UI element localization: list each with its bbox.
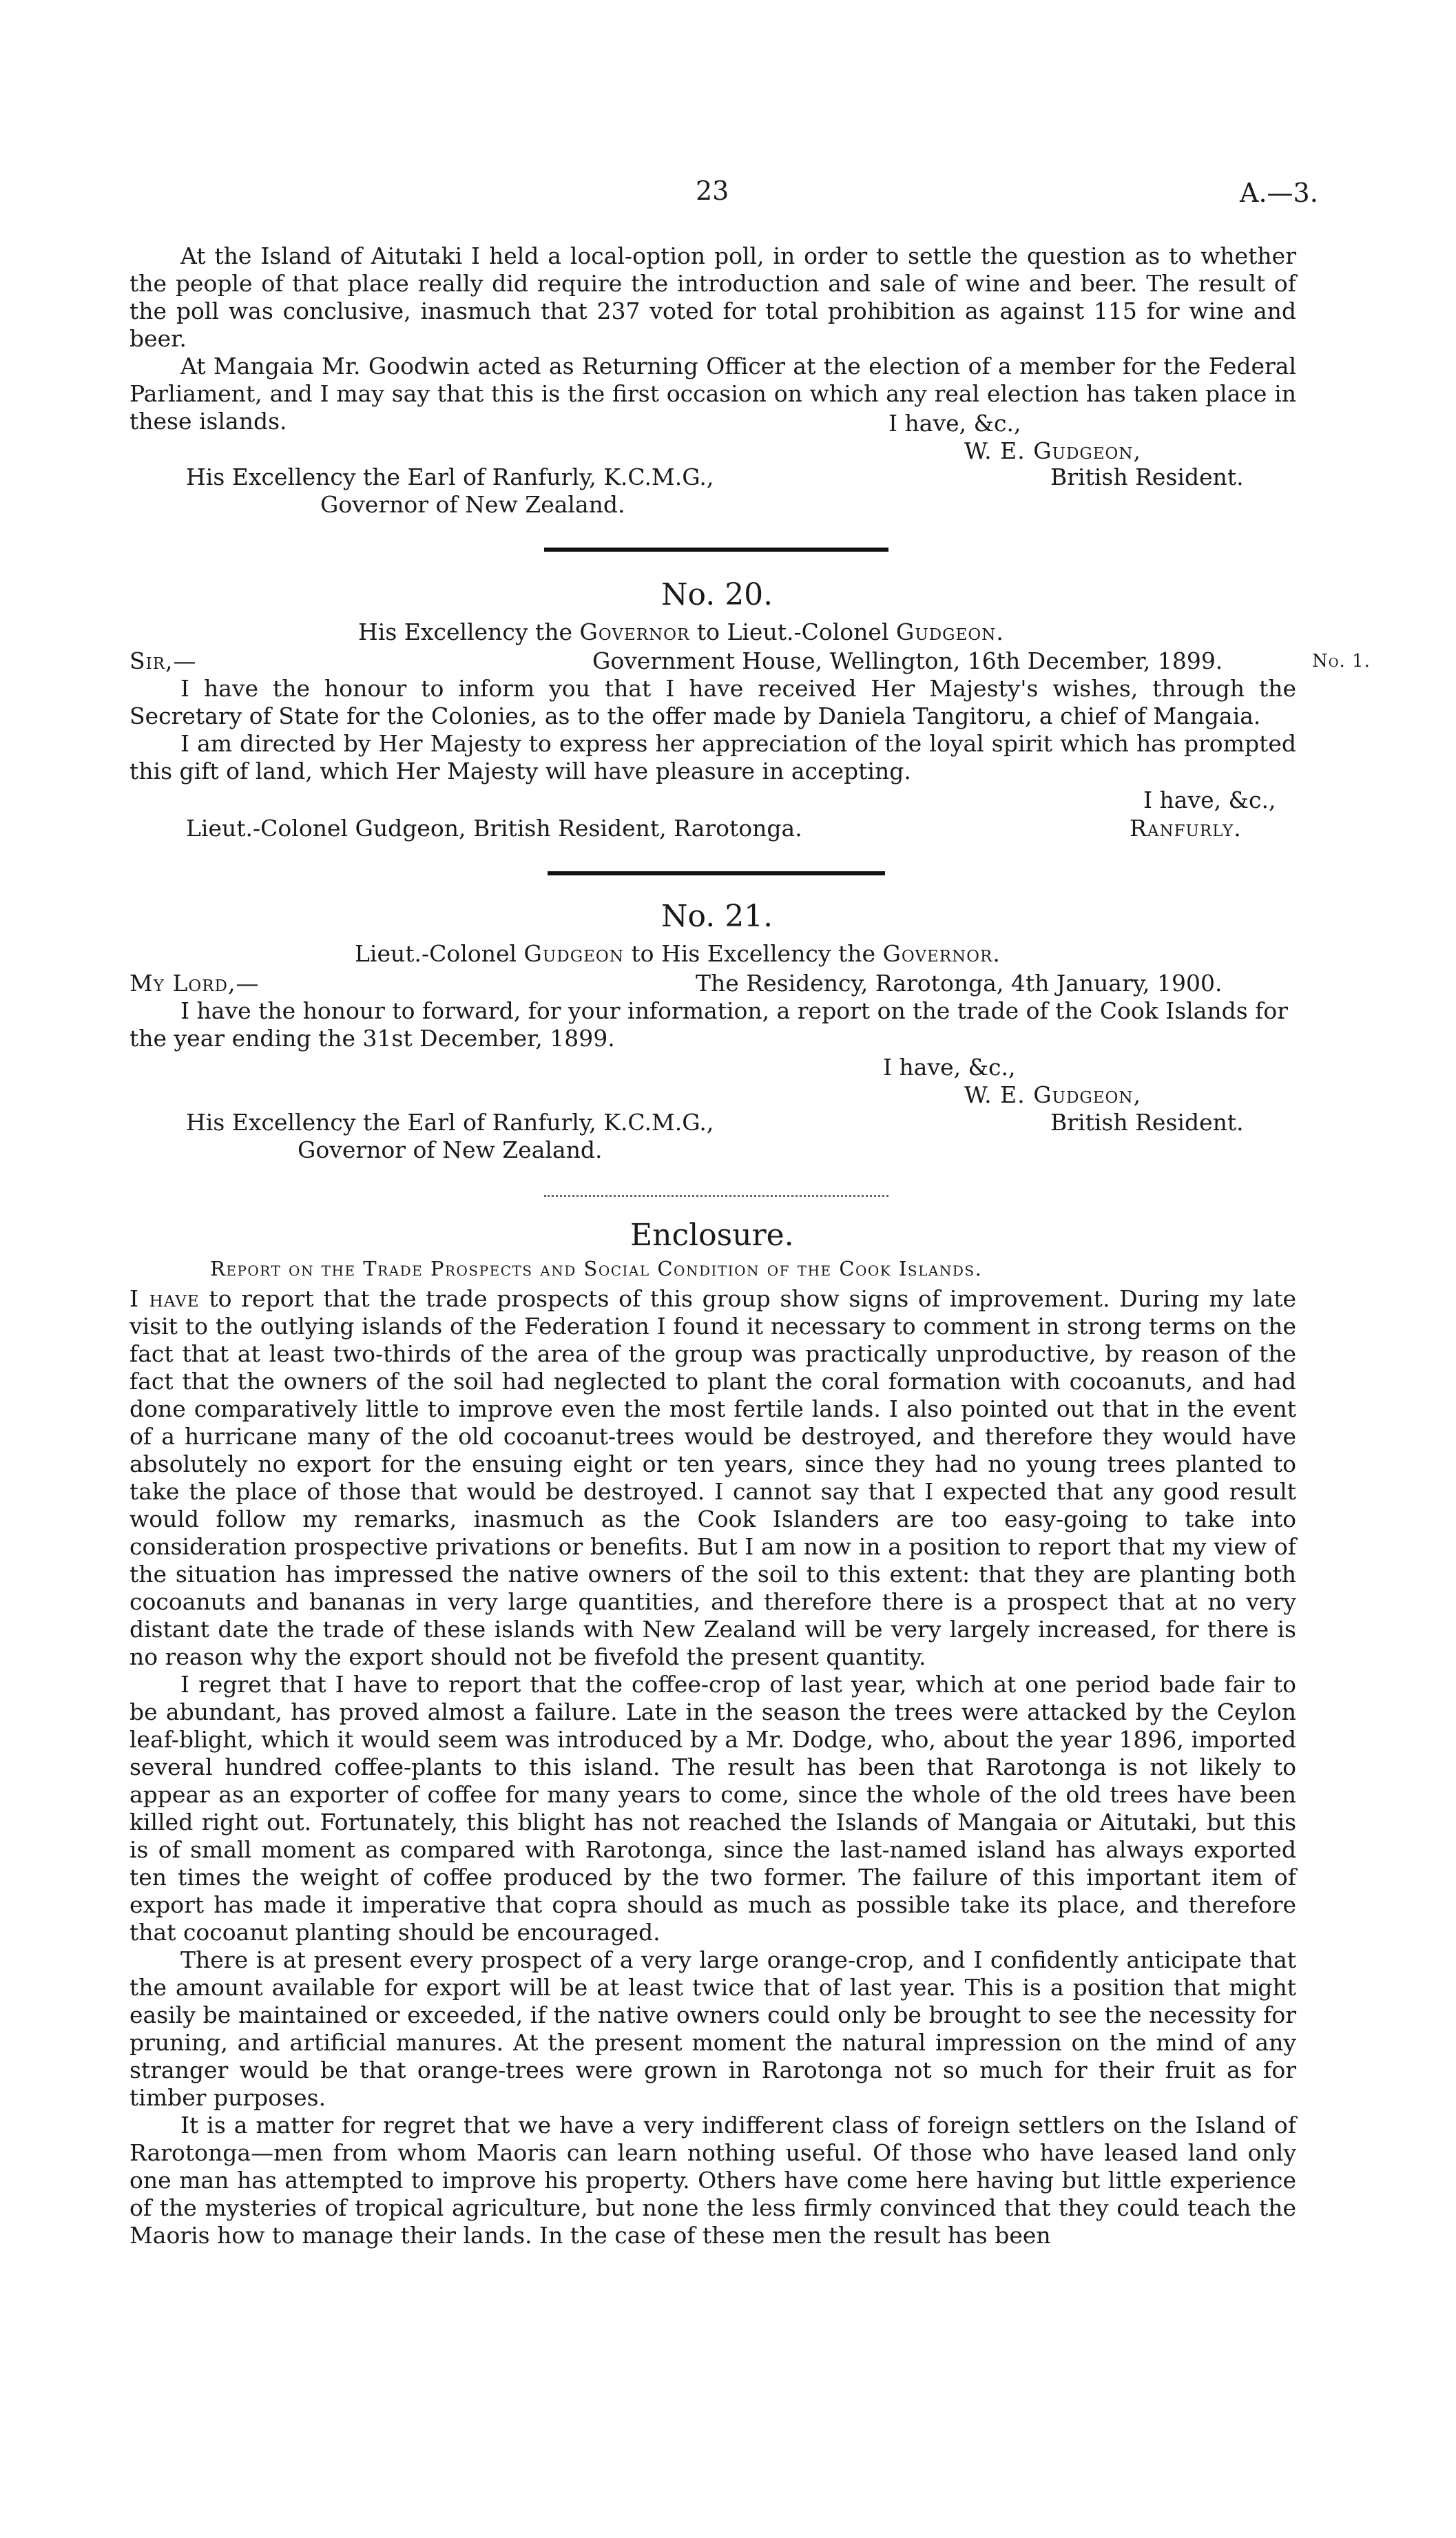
letter20-place-date: Government House, Wellington, 16th December, 1899. <box>592 647 1223 674</box>
first-words: I have <box>129 1285 200 1312</box>
subtitle-part: Gudgeon <box>895 618 997 645</box>
paragraph: It is a matter for regret that we have a very indifferent class of foreign settlers on the Island of Rarotonga—men from whom Maoris can learn nothing useful. Of those who have leased land only one man has attempted to improve his property. Others have come here having but little experience of the mysteries of tropical agriculture, but none the less firmly convinced that they could teach the Maoris how to manage their lands. In the case of these men the result has been <box>129 2112 1296 2249</box>
subtitle-part: to His Excellency the <box>623 940 883 967</box>
subtitle-part: Lieut.-Colonel <box>355 940 524 967</box>
paragraph: I have the honour to inform you that I have received Her Majesty's wishes, through the Secretary of State for the Colonies, as to the offer made by Daniela Tangitoru, a chief of Mangaia. <box>129 675 1296 729</box>
letter19-closing: I have, &c., <box>888 410 1021 437</box>
document-reference: A.—3. <box>1240 178 1318 208</box>
subtitle-part: . <box>996 618 1003 645</box>
letter19-addressee-line1: His Excellency the Earl of Ranfurly, K.C.M.G., <box>186 464 714 490</box>
subtitle-part: Governor <box>882 940 993 967</box>
subtitle-part: His Excellency the <box>358 618 580 645</box>
letter21-signature-title: British Resident. <box>1050 1109 1244 1136</box>
letter21-signature-name: W. E. Gudgeon, <box>964 1081 1142 1108</box>
subtitle-part: Gudgeon <box>523 940 624 967</box>
paragraph: At Mangaia Mr. Goodwin acted as Returning Officer at the election of a member for the Federal Parliament, and I may say that this is the first occasion on which any real election has taken place in these islands. <box>129 353 1296 435</box>
letter20-closing: I have, &c., <box>1143 787 1276 813</box>
subtitle-part: . <box>992 940 1000 967</box>
enclosure-title: Report on the Trade Prospects and Social Condition of the Cook Islands. <box>210 1257 983 1280</box>
letter21-number: No. 21. <box>661 899 773 934</box>
letter19-addressee-line2: Governor of New Zealand. <box>320 491 625 518</box>
enclosure-body <box>129 1285 1296 2249</box>
letter21-addressee-line1: His Excellency the Earl of Ranfurly, K.C.M.G., <box>186 1109 714 1136</box>
letter20-signature: Ranfurly. <box>1130 815 1242 842</box>
section-divider <box>544 548 888 552</box>
section-divider <box>548 871 885 875</box>
letter20-addressee: Lieut.-Colonel Gudgeon, British Resident, Rarotonga. <box>186 815 802 842</box>
letter21-place-date: The Residency, Rarotonga, 4th January, 1900. <box>696 970 1223 997</box>
letter20-body <box>129 675 1296 785</box>
letter20-number: No. 20. <box>661 577 773 612</box>
letter21-body <box>129 997 1296 1052</box>
paragraph-text: to report that the trade prospects of this group show signs of improvement. During my late visit to the outlying islands of the Federation I found it necessary to comment in strong terms on the fact that at least two-thirds of the area of the group was practically unproductive, by reason of the fact that the owners of the soil had neglected to plant the coral formation with cocoanuts, and had done comparatively little to improve even the most fertile lands. I also pointed out that in the event of a hurricane many of the old cocoanut-trees would be destroyed, and therefore they would have absolutely no export for the ensuing eight or ten years, since they had no young trees planted to take the place of those that would be destroyed. I cannot say that I expected that any good result would follow my remarks, inasmuch as the Cook Islanders are too easy-going to take into consideration prospective privations or benefits. But I am now in a position to report that my view of the situation has impressed the native owners of the soil to this extent: that they are planting both cocoanuts and bananas in very large quantities, and therefore there is a prospect that at no very distant date the trade of these islands with New Zealand will be very largely increased, for there is no reason why the export should not be fivefold the present quantity. <box>129 1285 1296 1670</box>
letter19-signature-title: British Resident. <box>1050 464 1244 490</box>
section-divider-dotted <box>544 1195 888 1197</box>
paragraph: There is at present every prospect of a very large orange-crop, and I confidently anticipate that the amount available for export will be at least twice that of last year. This is a position that might easily be maintained or exceeded, if the native owners could only be brought to see the necessity for pruning, and artificial manures. At the present moment the natural impression on the mind of any stranger would be that orange-trees were grown in Rarotonga not so much for their fruit as for timber purposes. <box>129 1946 1296 2111</box>
margin-note: No. 1. <box>1312 651 1371 672</box>
letter20-salutation: Sir,— <box>129 647 197 674</box>
paragraph: I regret that I have to report that the coffee-crop of last year, which at one period bade fair to be abundant, has proved almost a failure. Late in the season the trees were attacked by the Ceylon leaf-blight, which it would seem was introduced by a Mr. Dodge, who, about the year 1896, imported several hundred coffee-plants to this island. The result has been that Rarotonga is not likely to appear as an exporter of coffee for many years to come, since the whole of the old trees have been killed right out. Fortunately, this blight has not reached the Islands of Mangaia or Aitutaki, but this is of small moment as compared with Rarotonga, since the last-named island has always exported ten times the weight of coffee produced by the two former. The failure of this important item of export has made it imperative that copra should as much as possible take its place, and therefore that cocoanut planting should be encouraged. <box>129 1671 1296 1946</box>
paragraph <box>129 1285 1296 1671</box>
paragraph: I am directed by Her Majesty to express her appreciation of the loyal spirit which has prompted this gift of land, which Her Majesty will have pleasure in accepting. <box>129 730 1296 784</box>
paragraph: At the Island of Aitutaki I held a local-option poll, in order to settle the question as to whether the people of that place really did require the introduction and sale of wine and beer. The result of the poll was conclusive, inasmuch that 237 voted for total prohibition as against 115 for wine and beer. <box>129 242 1296 352</box>
paragraph <box>129 997 1296 1052</box>
letter20-subtitle <box>358 618 1003 646</box>
page-number: 23 <box>696 176 729 206</box>
letter21-subtitle <box>355 940 1000 968</box>
letter21-addressee-line2: Governor of New Zealand. <box>298 1136 603 1163</box>
subtitle-part: Governor <box>579 618 690 645</box>
subtitle-part: to Lieut.-Colonel <box>689 618 896 645</box>
letter21-closing: I have, &c., <box>875 1054 1015 1081</box>
letter19-body <box>129 242 1296 435</box>
enclosure-heading: Enclosure. <box>630 1218 794 1253</box>
paragraph-text: I have the honour to forward, for your information, a report on the trade of the Cook Islands for the year ending the 31st December, 1899. <box>129 997 1289 1052</box>
letter21-salutation: My Lord,— <box>129 970 260 997</box>
letter19-signature-name: W. E. Gudgeon, <box>964 437 1142 464</box>
